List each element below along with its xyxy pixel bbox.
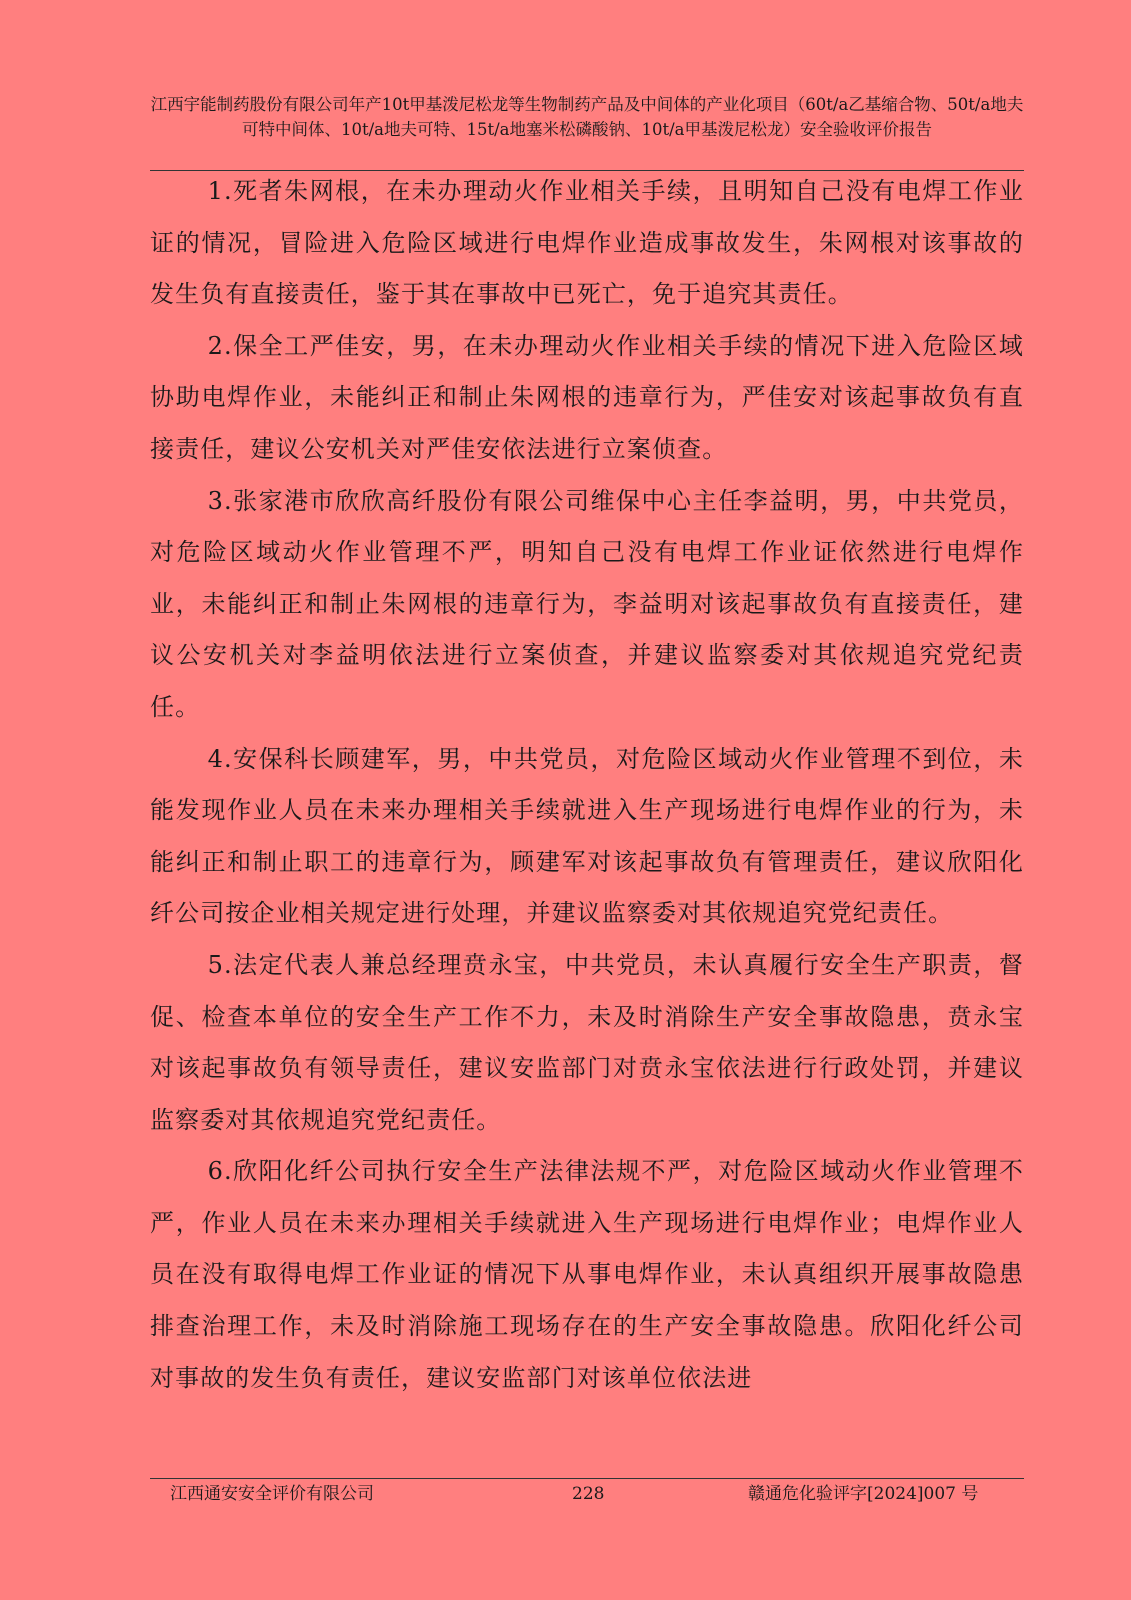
- paragraph-4: 4.安保科长顾建军，男，中共党员，对危险区域动火作业管理不到位，未能发现作业人员在未来办理相关手续就进入生产现场进行电焊作业的行为，未能纠正和制止职工的违章行为，顾建军对该起事故负有管理责任，建议欣阳化纤公司按企业相关规定进行处理，并建议监察委对其依规追究党纪责任。: [150, 744, 1024, 928]
- paragraph-2: 2.保全工严佳安，男，在未办理动火作业相关手续的情况下进入危险区域协助电焊作业，未能纠正和制止朱网根的违章行为，严佳安对该起事故负有直 接责任，建议公安机关对严佳安依法进行立案侦查。: [150, 331, 1024, 463]
- paragraph-6: 6.欣阳化纤公司执行安全生产法律法规不严，对危险区域动火作业管理不严，作业人员在未来办理相关手续就进入生产现场进行电焊作业；电焊作业人员在没有取得电焊工作业证的情况下从事电焊作业，未认真组织开展事故隐患排查治理工作，未及时消除施工现场存在的生产安全事故隐患。欣阳化纤公司对事故的发生负有责任，建议安监部门对该单位依法进: [150, 1157, 1024, 1392]
- footer-doc-number: 赣通危化验评字[2024]007 号: [748, 1484, 979, 1504]
- paragraph-3: 3.张家港市欣欣高纤股份有限公司维保中心主任李益明，男，中共党员，对危险区域动火作业管理不严，明知自己没有电焊工作业证依然进行电焊作业，未能纠正和制止朱网根的违章行为，李益明对该起事故负有直接责任，建议公安机关对李益明依法进行立案侦查，并建议监察委对其依规追究党纪责任。: [150, 486, 1024, 721]
- footer-page-number: 228: [572, 1484, 605, 1504]
- page-header-title: 江西宇能制药股份有限公司年产10t甲基泼尼松龙等生物制药产品及中间体的产业化项目（60t/a乙基缩合物、50t/a地夫可特中间体、10t/a地夫可特、15t/a地塞米松磷酸钠、10t/a甲基泼尼松龙）安全验收评价报告: [150, 95, 1024, 139]
- paragraph-5: 5.法定代表人兼总经理贲永宝，中共党员，未认真履行安全生产职责，督促、检查本单位的安全生产工作不力，未及时消除生产安全事故隐患，贲永宝对该起事故负有领导责任，建议安监部门对贲永宝依法进行行政处罚，并建议监察委对其依规追究党纪责任。: [150, 950, 1024, 1134]
- document-body: [150, 166, 1024, 1404]
- paragraph-1: 1.死者朱网根，在未办理动火作业相关手续，且明知自己没有电焊工作业证的情况，冒险进入危险区域进行电焊作业造成事故发生，朱网根对该事故的发生负有直接责任，鉴于其在事故中已死亡，免于追究其责任。: [150, 177, 1024, 309]
- footer-company: 江西通安安全评价有限公司: [170, 1484, 374, 1504]
- footer-divider: [150, 1478, 1024, 1479]
